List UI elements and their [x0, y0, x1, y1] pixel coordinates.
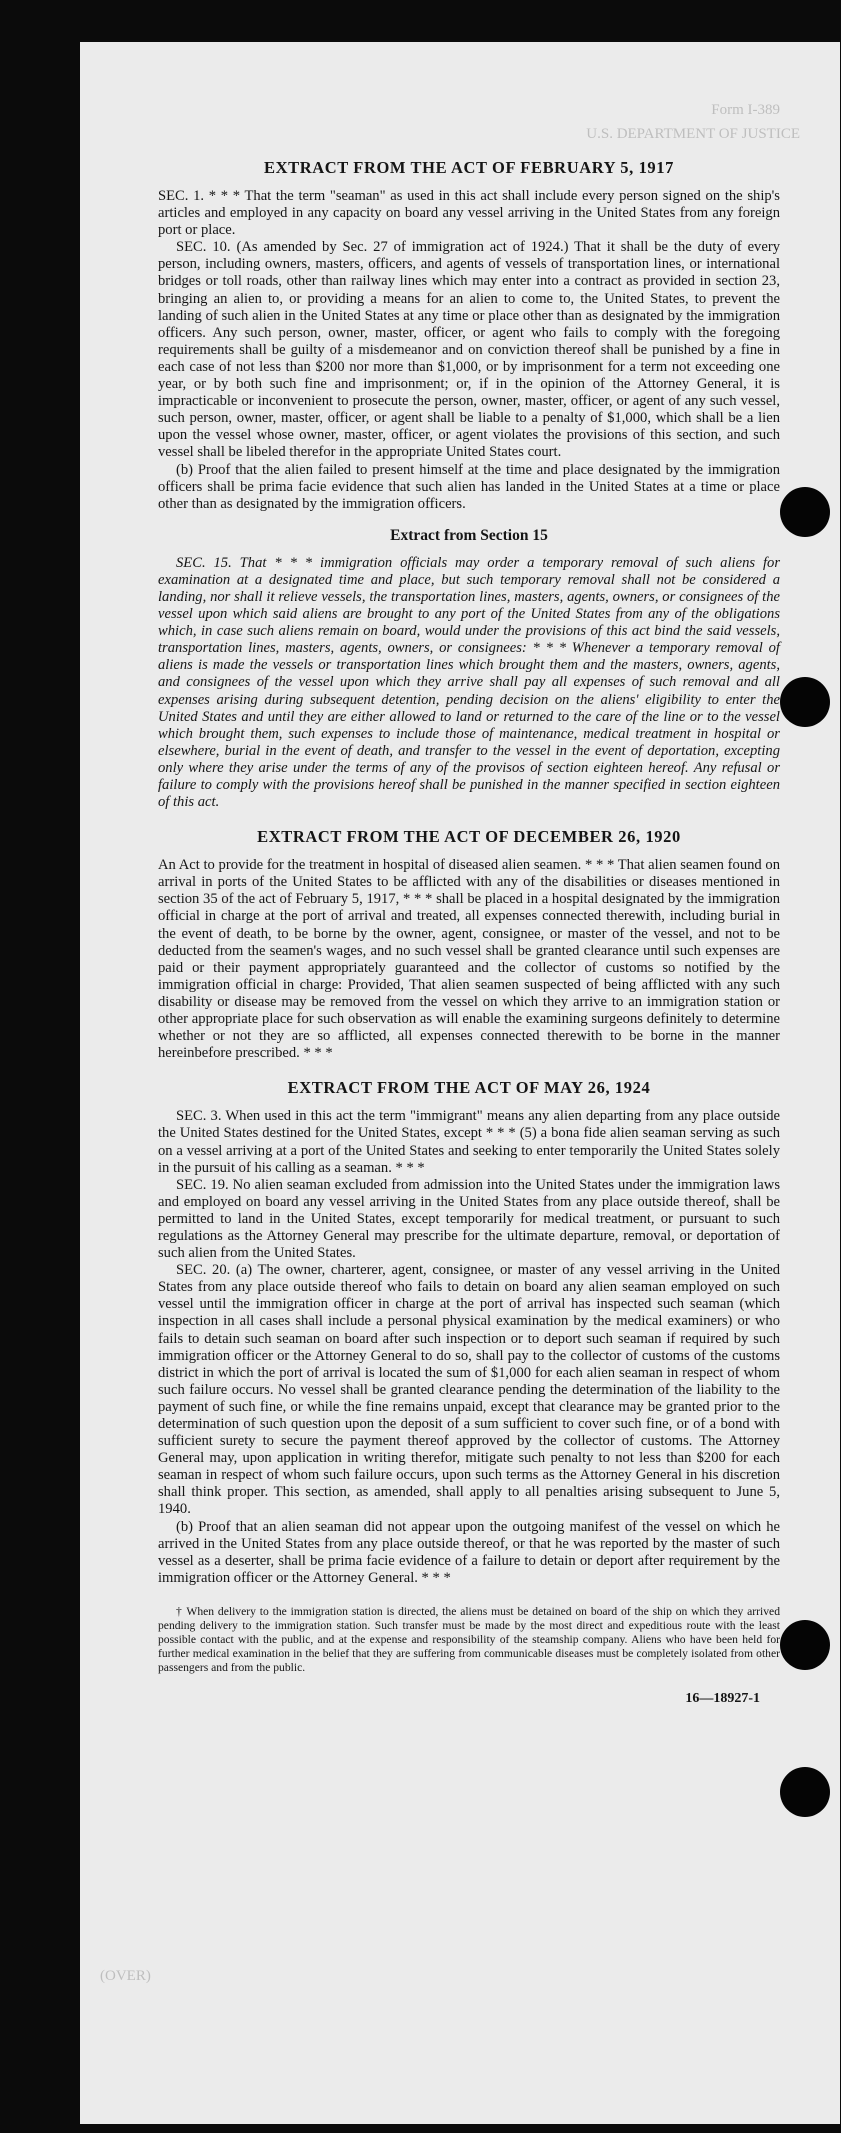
- paragraph: SEC. 19. No alien seaman excluded from admission into the United States under the immigration laws and employed on board any vessel arriving in the United States from any place outside thereof, shall be permitted to land in the United States, except temporarily for medical treatment, or pursuant to such regulations as the Attorney General may prescribe for the ultimate departure, removal, or deportation of such alien from the United States.: [158, 1176, 780, 1262]
- paragraph: SEC. 1. * * * That the term "seaman" as used in this act shall include every person signed on the ship's articles and employed in any capacity on board any vessel arriving in the United States from any foreign port or place.: [158, 188, 780, 239]
- paragraph: (b) Proof that the alien failed to present himself at the time and place designated by the immigration officers shall be prima facie evidence that such alien has landed in the United States at a time or place other than as designated by the immigration officers.: [158, 461, 780, 512]
- section-heading: EXTRACT FROM THE ACT OF MAY 26, 1924: [287, 1078, 651, 1098]
- bleed-through-dept: U.S. DEPARTMENT OF JUSTICE: [586, 126, 800, 142]
- footnote-text: † When delivery to the immigration station is directed, the aliens must be detained on board of the ship on which they arrived pending delivery to the immigration station. Such transfer must be made by the most direct and expeditious route with the least possible contact with the public, and at the expense and responsibility of the steamship company. Aliens who have been held for further medical examination in the belief that they are suffering from communicable diseases must be completely isolated from other passengers and from the public.: [158, 1604, 780, 1674]
- paragraph: SEC. 15. That * * * immigration officials may order a temporary removal of such aliens for examination at a designated time and place, but such temporary removal shall not be considered a landing, nor shall it relieve vessels, the transportation lines, masters, agents, owners, or consignees of the vessel upon which said aliens are brought to any port of the United States from any of the obligations which, in case such aliens remain on board, would under the provisions of this act bind the said vessels, transportation lines, masters, agents, owners, or consignees: * * * Whenever a temporary removal of aliens is made the vessels or transportation lines which brought them and the masters, owners, agents, and consignees of the vessel upon which they arrive shall pay all expenses of such removal and all expenses arising during subsequent detention, pending decision on the aliens' eligibility to enter the United States and until they are either allowed to land or returned to the care of the line or to the vessel which brought them, such expenses to include those of maintenance, medical treatment in hospital or elsewhere, burial in the event of death, and transfer to the vessel in the event of deportation, excepting only where they arise under the terms of any of the provisos of section eighteen hereof. Any refusal or failure to comply with the provisions hereof shall be punished in the manner specified in section eighteen of this act.: [158, 554, 780, 811]
- paragraph: (b) Proof that an alien seaman did not appear upon the outgoing manifest of the vessel on which he arrived in the United States from any place outside thereof, or that he was reported by the master of such vessel as a deserter, shall be prima facie evidence of a failure to detain or deport after requirement by the immigration officer or the Attorney General. * * *: [158, 1518, 780, 1586]
- paragraph: An Act to provide for the treatment in hospital of diseased alien seamen. * * * That alien seamen found on arrival in ports of the United States to be afflicted with any of the disabilities or diseases mentioned in section 35 of the act of February 5, 1917, * * * shall be placed in a hospital designated by the immigration official in charge at the port of arrival and treated, all expenses connected therewith, including burial in the event of death, to be borne by the owner, agent, consignee, or master of the vessel, and not to be deducted from the seamen's wages, and no such vessel shall be granted clearance until such expenses are paid or their payment appropriately guaranteed and the collector of customs so notified by the immigration official in charge: Provided, That alien seamen suspected of being afflicted with any such disability or disease may be removed from the vessel on which they arrive to an immigration station or other appropriate place for such observation as will enable the examining surgeons definitely to determine whether or not they are so afflicted, all expenses connected therewith to be borne in the manner hereinbefore prescribed. * * *: [158, 857, 780, 1062]
- section-heading: EXTRACT FROM THE ACT OF FEBRUARY 5, 1917: [264, 158, 674, 177]
- bleed-through-form-label: Form I-389: [711, 102, 780, 118]
- punch-hole: [780, 1620, 830, 1670]
- section-heading: Extract from Section 15: [390, 526, 548, 544]
- punch-hole: [780, 677, 830, 727]
- paragraph: SEC. 3. When used in this act the term "immigrant" means any alien departing from any place outside the United States destined for the United States, except * * * (5) a bona fide alien seaman serving as such on a vessel arriving at a port of the United States and seeking to enter temporarily the United States solely in the pursuit of his calling as a seaman. * * *: [158, 1108, 780, 1176]
- footnote: [158, 1601, 780, 1675]
- section-15-extract: [158, 527, 780, 811]
- paragraph: SEC. 10. (As amended by Sec. 27 of immigration act of 1924.) That it shall be the duty of every person, including owners, masters, officers, and agents of vessels of transportation lines, or international bridges or toll roads, other than railway lines which may enter into a contract as provided in section 23, bringing an alien to, or providing a means for an alien to come to, the United States, to prevent the landing of such alien in the United States at any time or place other than as designated by the immigration officers. Any such person, owner, master, officer, or agent who fails to comply with the foregoing requirements shall be guilty of a misdemeanor and on conviction thereof shall be punished by a fine in each case of not less than $200 nor more than $1,000, or by imprisonment for a term not exceeding one year, or by both such fine and imprisonment; or, if in the opinion of the Attorney General, it is impracticable or inconvenient to prosecute the person, owner, master, officer, or agent of any such vessel, such person, owner, master, officer, or agent shall be liable to a penalty of $1,000, which shall be a lien upon the vessel whose owner, master, officer, or agent violates the provisions of this section, and such vessel shall be libeled therefor in the appropriate United States court.: [158, 239, 780, 461]
- section-act-1924: [158, 1078, 780, 1587]
- section-act-1920: [158, 827, 780, 1062]
- punch-hole: [780, 1767, 830, 1817]
- bleed-through-over: (OVER): [100, 1968, 151, 1984]
- punch-hole: [780, 487, 830, 537]
- document-page: [80, 42, 840, 2124]
- form-number: 16—18927-1: [685, 1690, 760, 1706]
- paragraph: SEC. 20. (a) The owner, charterer, agent, consignee, or master of any vessel arriving in the United States from any place outside thereof who fails to detain on board any alien seaman employed on such vessel until the immigration officer in charge at the port of arrival has inspected such seaman (which inspection in all cases shall include a personal physical examination by the medical examiners) or who fails to detain such seaman on board after such inspection or to deport such seaman if required by such immigration officer or the Attorney General to do so, shall pay to the collector of customs of the customs district in which the port of arrival is located the sum of $1,000 for each alien seaman in respect of whom such failure occurs. No vessel shall be granted clearance pending the determination of the liability to the payment of such fine, or while the fine remains unpaid, except that clearance may be granted prior to the determination of such question upon the deposit of a sum sufficient to cover such fine, or of a bond with sufficient surety to secure the payment thereof approved by the collector of customs. The Attorney General may, upon application in writing therefor, mitigate such penalty to not less than $200 for each seaman in respect of whom such failure occurs, upon such terms as the Attorney General in his discretion shall think proper. This section, as amended, shall apply to all penalties arising subsequent to June 5, 1940.: [158, 1262, 780, 1518]
- section-act-1917: [158, 158, 780, 513]
- section-heading: EXTRACT FROM THE ACT OF DECEMBER 26, 1920: [257, 827, 681, 847]
